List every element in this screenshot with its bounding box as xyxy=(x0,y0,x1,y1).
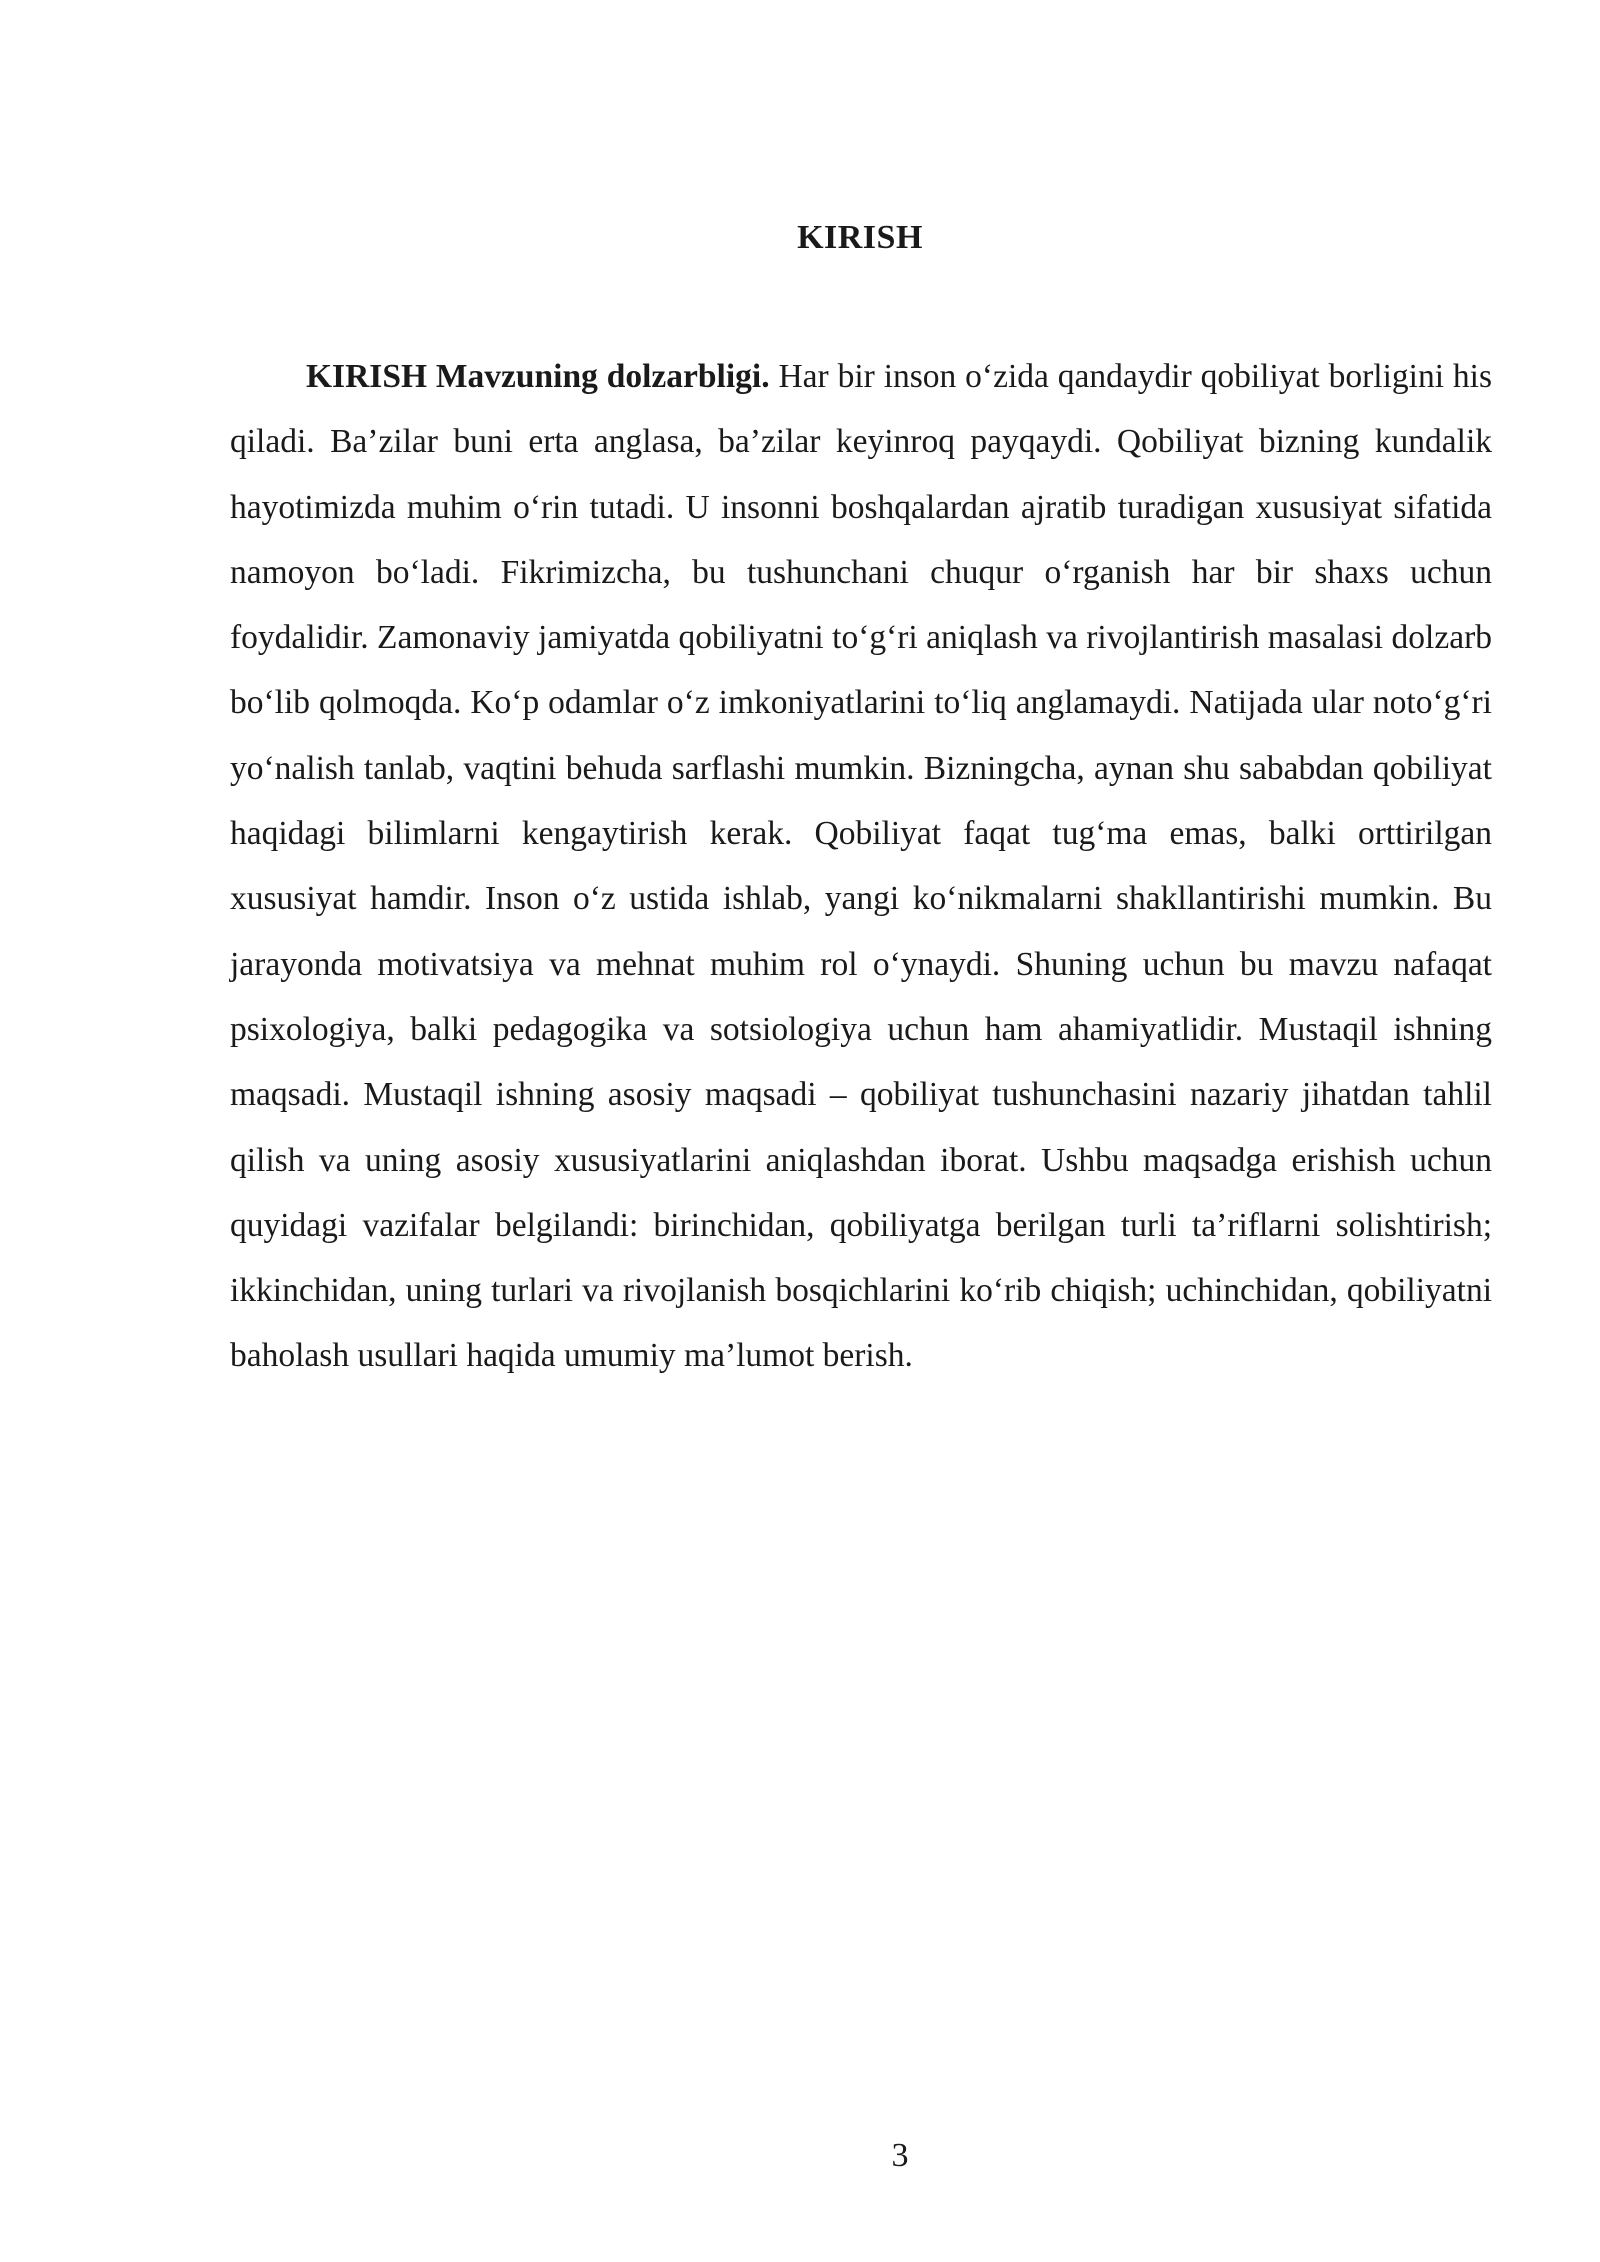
page-number: 3 xyxy=(891,2137,909,2174)
body-paragraph xyxy=(230,344,1492,1389)
section-heading: KIRISH xyxy=(797,219,923,256)
paragraph-lead-bold: KIRISH Mavzuning dolzarbligi. xyxy=(306,358,770,395)
paragraph-text: Har bir inson o‘zida qandaydir qobiliyat borligini his qiladi. Ba’zilar buni erta anglasa, ba’zilar keyinroq payqaydi. Qobiliyat bizning kundalik hayotimizda muhim o‘rin tutadi. U insonni boshqalardan ajratib turadigan xususiyat sifatida namoyon bo‘ladi. Fikrimizcha, bu tushunchani chuqur o‘rganish har bir shaxs uchun foydalidir. Zamonaviy jamiyatda qobiliyatni to‘g‘ri aniqlash va rivojlantirish masalasi dolzarb bo‘lib qolmoqda. Ko‘p odamlar o‘z imkoniyatlarini to‘liq anglamaydi. Natijada ular noto‘g‘ri yo‘nalish tanlab, vaqtini behuda sarflashi mumkin. Bizningcha, aynan shu sababdan qobiliyat haqidagi bilimlarni kengaytirish kerak. Qobiliyat faqat tug‘ma emas, balki orttirilgan xususiyat hamdir. Inson o‘z ustida ishlab, yangi ko‘nikmalarni shakllantirishi mumkin. Bu jarayonda motivatsiya va mehnat muhim rol o‘ynaydi. Shuning uchun bu mavzu nafaqat psixologiya, balki pedagogika va sotsiologiya uchun ham ahamiyatlidir. Mustaqil ishning maqsadi. Mustaqil ishning asosiy maqsadi – qobiliyat tushunchasini nazariy jihatdan tahlil qilish va uning asosiy xususiyatlarini aniqlashdan iborat. Ushbu maqsadga erishish uchun quyidagi vazifalar belgilandi: birinchidan, qobiliyatga berilgan turli ta’riflarni solishtirish; ikkinchidan, uning turlari va rivojlanish bosqichlarini ko‘rib chiqish; uchinchidan, qobiliyatni baholash usullari haqida umumiy ma’lumot berish. xyxy=(230,358,1492,1375)
